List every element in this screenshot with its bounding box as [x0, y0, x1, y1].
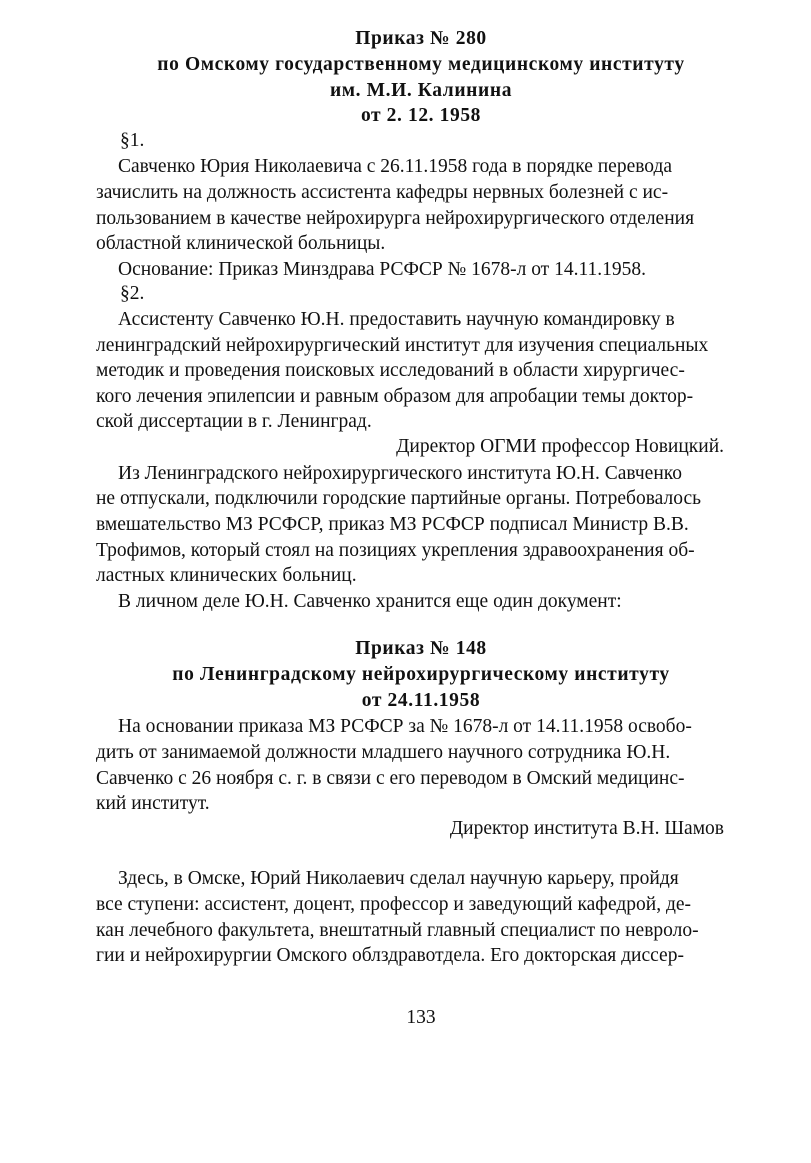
- order-148-title: Приказ № 148: [355, 638, 487, 659]
- text-line: ластных клинических больниц.: [96, 565, 357, 586]
- text-line: кого лечения эпилепсии и равным образом для апробации темы доктор-: [96, 386, 694, 407]
- order-148-signature: Директор института В.Н. Шамов: [449, 818, 724, 839]
- section-2-marker: §2.: [120, 283, 145, 304]
- text-line: кан лечебного факультета, внештатный главный специалист по невроло-: [96, 920, 699, 941]
- text-line: Из Ленинградского нейрохирургического института Ю.Н. Савченко: [118, 463, 682, 484]
- order-280-date: от 2. 12. 1958: [360, 105, 482, 126]
- text-line: кий институт.: [96, 793, 210, 814]
- text-line: не отпускали, подключили городские партийные органы. Потребовалось: [96, 488, 702, 509]
- text-line: зачислить на должность ассистента кафедры нервных болезней с ис-: [96, 182, 669, 203]
- text-line: все ступени: ассистент, доцент, профессор и заведующий кафедрой, де-: [96, 894, 692, 915]
- text-line: ской диссертации в г. Ленинград.: [96, 411, 372, 432]
- text-line: На основании приказа МЗ РСФСР за № 1678-л от 14.11.1958 освобо-: [118, 716, 692, 737]
- text-line: Савченко Юрия Николаевича с 26.11.1958 года в порядке перевода: [118, 156, 673, 177]
- text-line: пользованием в качестве нейрохирурга нейрохирургического отделения: [96, 208, 695, 229]
- text-line: Трофимов, который стоял на позициях укрепления здравоохранения об-: [96, 540, 695, 561]
- order-148-subtitle: по Ленинградскому нейрохирургическому институту: [172, 664, 670, 685]
- text-line: вмешательство МЗ РСФСР, приказ МЗ РСФСР подписал Министр В.В.: [96, 514, 689, 535]
- text-line: Ассистенту Савченко Ю.Н. предоставить научную командировку в: [118, 309, 675, 330]
- order-280-subtitle-name: им. М.И. Калинина: [329, 80, 513, 101]
- section-1-marker: §1.: [120, 130, 145, 151]
- order-280-title: Приказ № 280: [355, 28, 487, 49]
- order-148-date: от 24.11.1958: [361, 690, 481, 711]
- text-line: ленинградский нейрохирургический институт для изучения специальных: [96, 335, 709, 356]
- text-line: гии и нейрохирургии Омского облздравотдела. Его докторская диссер-: [96, 945, 684, 966]
- order-280-basis: Основание: Приказ Минздрава РСФСР № 1678-л от 14.11.1958.: [118, 259, 646, 280]
- text-line: дить от занимаемой должности младшего научного сотрудника Ю.Н.: [96, 742, 671, 763]
- text-line: Савченко с 26 ноября с. г. в связи с его переводом в Омский медицинс-: [96, 768, 685, 789]
- narrative-paragraph-2: В личном деле Ю.Н. Савченко хранится еще один документ:: [118, 591, 622, 612]
- text-line: областной клинической больницы.: [96, 233, 386, 254]
- text-line: методик и проведения поисковых исследований в области хирургичес-: [96, 360, 685, 381]
- order-280-signature: Директор ОГМИ профессор Новицкий.: [396, 436, 724, 457]
- text-line: Здесь, в Омске, Юрий Николаевич сделал научную карьеру, пройдя: [118, 868, 679, 889]
- order-280-subtitle-institution: по Омскому государственному медицинскому институту: [157, 54, 685, 75]
- page-number: 133: [406, 1007, 436, 1028]
